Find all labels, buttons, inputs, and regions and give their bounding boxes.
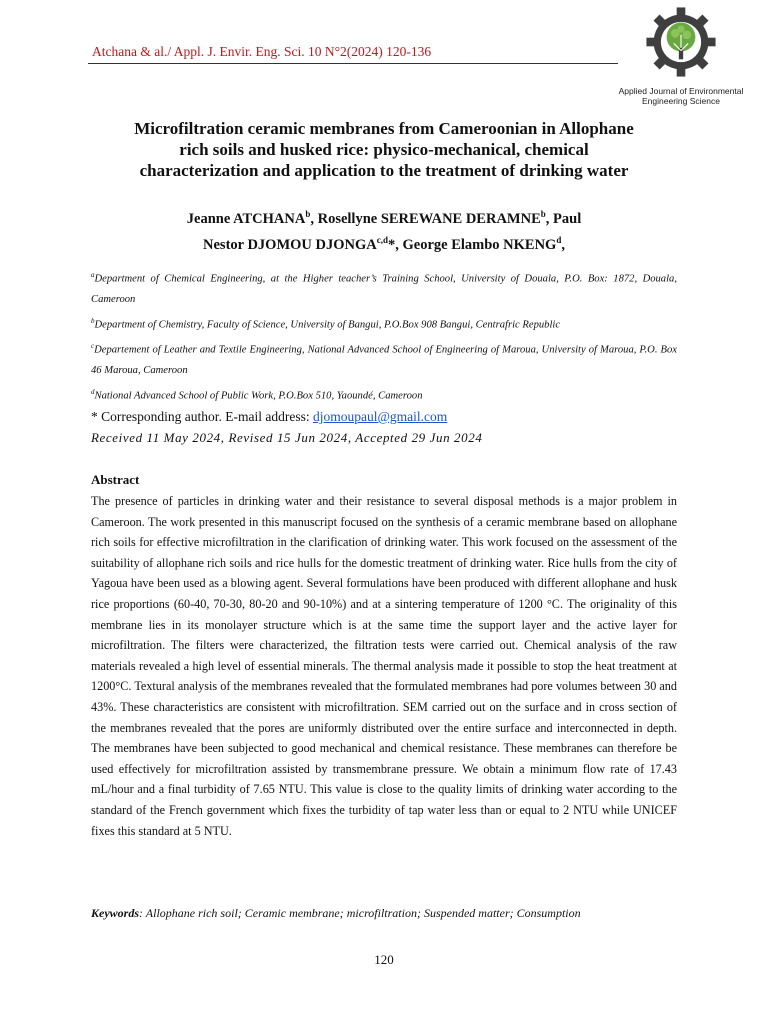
author-separator: ,	[310, 210, 318, 227]
logo-caption-line: Applied Journal of Environmental	[618, 86, 744, 96]
affiliation-text: Department of Chemistry, Faculty of Science, University of Bangui, P.O.Box 908 Bangui, Centrafric Republic	[94, 319, 561, 331]
journal-logo	[645, 6, 717, 78]
author-affiliation-mark: c,d	[376, 234, 388, 245]
abstract-heading: Abstract	[91, 472, 140, 487]
author-line	[100, 204, 668, 230]
affiliation-text: Departement of Leather and Textile Engineering, National Advanced School of Engineering of Maroua, University of Maroua, P.O. Box 46 Maroua, Cameroon	[91, 344, 677, 376]
journal-reference: Atchana & al./ Appl. J. Envir. Eng. Sci. 10 N°2(2024) 120-136	[92, 44, 432, 59]
author-name: Paul	[553, 210, 582, 227]
author-separator: ,	[395, 236, 403, 253]
author-separator: ,	[545, 210, 554, 227]
affiliation-mark: c	[91, 341, 95, 350]
logo-caption-line: Engineering Science	[642, 96, 720, 106]
author-separator: ,	[561, 236, 565, 253]
page-number: 120	[374, 952, 394, 967]
keywords	[91, 906, 581, 921]
paper-title	[82, 118, 686, 181]
affiliation-mark: b	[91, 316, 95, 325]
affiliation	[91, 336, 677, 382]
title-line: Microfiltration ceramic membranes from Cameroonian in Allophane	[134, 119, 634, 138]
author-name: George Elambo NKENG	[402, 236, 557, 253]
title-line: rich soils and husked rice: physico-mechanical, chemical	[179, 140, 589, 159]
affiliation-text: National Advanced School of Public Work, P.O.Box 510, Yaoundé, Cameroon	[94, 390, 423, 402]
journal-logo-caption	[596, 86, 766, 106]
author-list	[100, 204, 668, 256]
corresponding-author	[91, 409, 447, 425]
publication-dates: Received 11 May 2024, Revised 15 Jun 2024, Accepted 29 Jun 2024	[91, 430, 483, 445]
affiliation	[91, 265, 677, 311]
author-name: Nestor DJOMOU DJONGA	[203, 236, 377, 253]
affiliation-mark: d	[91, 387, 95, 396]
corresponding-author-mark: *	[387, 236, 396, 253]
author-name: Rosellyne SEREWANE DERAMNE	[317, 210, 541, 227]
affiliation-text: Department of Chemical Engineering, at the Higher teacher’s Training School, University of Douala, P.O. Box: 1872, Douala, Cameroon	[91, 273, 677, 306]
title-line: characterization and application to the treatment of drinking water	[139, 161, 629, 180]
abstract-text: The presence of particles in drinking water and their resistance to several disposal methods is a major problem in Cameroon. The work presented in this manuscript focused on the synthesis of a ceramic membrane based on allophane rich soils for effective microfiltration in the clarification of drinking water. This work focused on the assessment of the suitability of allophane rich soils and rice hulls for the domestic treatment of drinking water. Rice hulls from the city of Yagoua have been used as a blowing agent. Several formulations have been produced with different allophane and husk rice proportions (60-40, 70-30, 80-20 and 90-10%) and at a sintering temperature of 1200 °C. The originality of this membrane lies in its monolayer structure which is at the same time the support layer and the active layer for microfiltration. The filters were characterized, the filtration tests were carried out. Chemical analysis of the raw materials revealed a high level of essential minerals. The thermal analysis made it possible to stop the heat treatment at 1200°C. Textural analysis of the membranes revealed that the formulated membranes had pore volumes between 30 and 43%. These characteristics are consistent with microfiltration. SEM carried out on the surface and in cross section of the membranes revealed that the pores are uniformly distributed over the entire surface and interconnected in depth. The membranes have been subjected to good mechanical and chemical resistance. These membranes can therefore be used effectively for microfiltration assisted by transmembrane pressure. We obtain a minimum flow rate of 17.43 mL/hour and a final turbidity of 7.65 NTU. This value is close to the quality limits of drinking water according to the standard of the French government which fixes the turbidity of tap water less than or equal to 2 NTU while UNICEF fixes this standard at 5 NTU.	[91, 494, 677, 838]
corresponding-email-link[interactable]: djomoupaul@gmail.com	[312, 409, 448, 424]
affiliation	[91, 382, 677, 407]
corresponding-author-label: * Corresponding author. E-mail address:	[91, 409, 313, 424]
author-line	[100, 230, 668, 256]
keywords-label: Keywords	[91, 906, 139, 920]
header-rule	[88, 63, 618, 64]
author-affiliation-mark: b	[540, 209, 546, 219]
author-affiliation-mark: b	[305, 209, 311, 219]
author-affiliation-mark: d	[556, 234, 562, 245]
affiliation-mark: a	[91, 271, 95, 279]
author-name: Jeanne ATCHANA	[186, 210, 306, 227]
affiliation	[91, 311, 677, 336]
keywords-text: : Allophane rich soil; Ceramic membrane; microfiltration; Suspended matter; Consumption	[139, 906, 581, 920]
affiliation-list	[91, 265, 677, 407]
